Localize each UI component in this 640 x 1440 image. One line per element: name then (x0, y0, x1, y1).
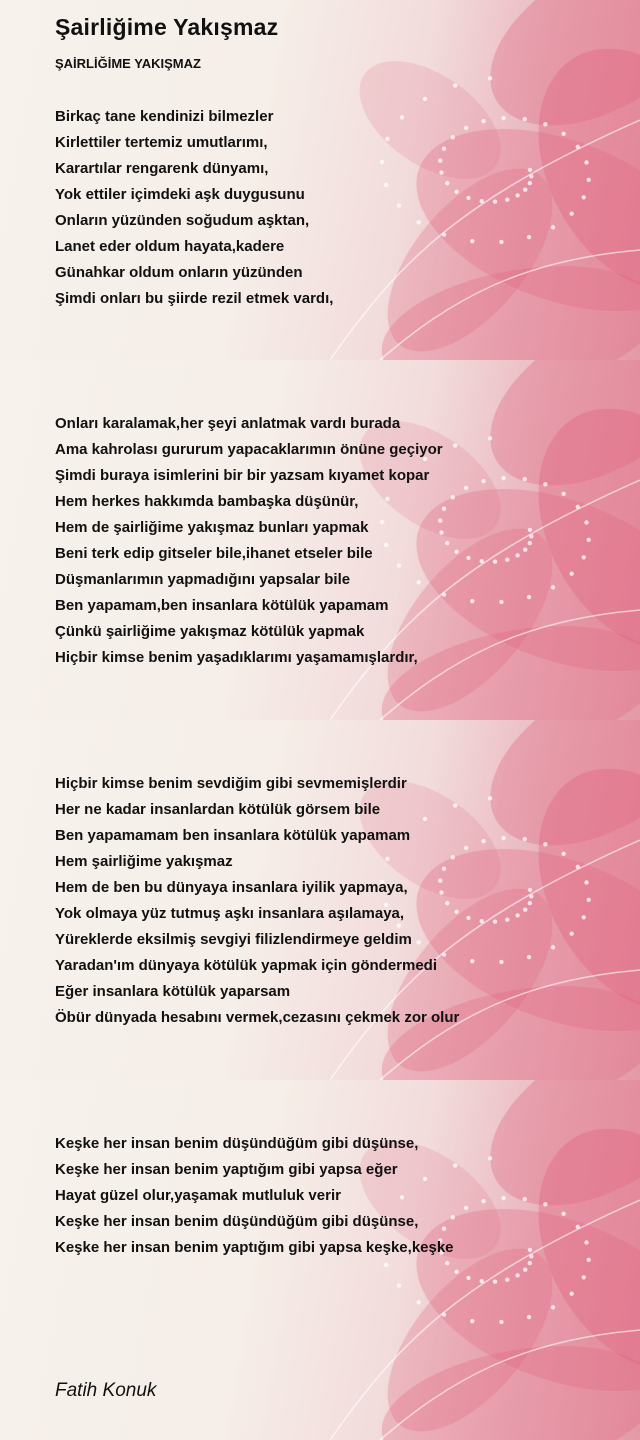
swirl-dot (523, 1197, 527, 1201)
poem-line: Hem de şairliğime yakışmaz bunları yapmak (55, 519, 369, 536)
swirl-dot (481, 479, 485, 483)
swirl-dot (523, 837, 527, 841)
poem-line: Yok olmaya yüz tutmuş aşkı insanlara aşılamaya, (55, 905, 405, 922)
poem-line: Yaradan'ım dünyaya kötülük yapmak için göndermedi (55, 957, 438, 974)
poem-line: Beni terk edip gitseler bile,ihanet etseler bile (55, 545, 373, 562)
poem-line: Hem de ben bu dünyaya insanlara iyilik yapmaya, (55, 879, 408, 896)
swirl-dot (515, 913, 519, 917)
swirl-dot (569, 1291, 573, 1295)
swirl-dot (551, 225, 555, 229)
poem-line: Ben yapamamam ben insanlara kötülük yapamam (55, 827, 411, 844)
stanza-1 (55, 104, 333, 312)
swirl-dot (385, 137, 389, 141)
swirl-dot (523, 548, 527, 552)
poem-line: Kirlettiler tertemiz umutlarımı, (55, 134, 268, 151)
swirl-dot (470, 959, 474, 963)
poem-title: Şairliğime Yakışmaz (55, 14, 279, 40)
swirl-dot (543, 842, 547, 846)
swirl-dot (527, 235, 531, 239)
swirl-dot (523, 117, 527, 121)
poem-subtitle: ŞAİRLİĞİME YAKIŞMAZ (55, 56, 201, 71)
swirl-dot (499, 600, 503, 604)
swirl-dot (584, 1240, 588, 1244)
swirl-dot (569, 571, 573, 575)
poem-line: Öbür dünyada hesabını vermek,cezasını çekmek zor olur (55, 1009, 460, 1026)
swirl-dot (505, 197, 509, 201)
swirl-dot (466, 1276, 470, 1280)
poem-line: Keşke her insan benim yaptığım gibi yapsa keşke,keşke (55, 1239, 454, 1256)
stanza-2 (55, 411, 443, 671)
poem-line: Ama kahrolası gururum yapacaklarımın önüne geçiyor (55, 441, 443, 458)
poem-line: Hem herkes hakkımda bambaşka düşünür, (55, 493, 359, 510)
poem-line: Karartılar rengarenk dünyamı, (55, 160, 269, 177)
swirl-dot (488, 436, 492, 440)
swirl-dot (586, 1258, 590, 1262)
poem-line: Keşke her insan benim düşündüğüm gibi düşünse, (55, 1213, 419, 1230)
swirl-dot (493, 560, 497, 564)
swirl-dot (586, 538, 590, 542)
swirl-dot (451, 135, 455, 139)
swirl-dot (438, 159, 442, 163)
swirl-dot (582, 1275, 586, 1279)
swirl-dot (481, 839, 485, 843)
swirl-dot (384, 1263, 388, 1267)
poem-line: Eğer insanlara kötülük yaparsam (55, 983, 291, 1000)
poem-line: Onları karalamak,her şeyi anlatmak vardı burada (55, 415, 401, 432)
swirl-dot (501, 836, 505, 840)
swirl-dot (528, 541, 532, 545)
swirl-dot (528, 901, 532, 905)
swirl-dot (488, 1156, 492, 1160)
swirl-dot (561, 852, 565, 856)
swirl-dot (445, 541, 449, 545)
swirl-dot (515, 193, 519, 197)
swirl-dot (454, 190, 458, 194)
stanza-4 (55, 1131, 454, 1261)
swirl-dot (488, 76, 492, 80)
swirl-dot (584, 160, 588, 164)
swirl-dot (501, 476, 505, 480)
swirl-dot (527, 955, 531, 959)
swirl-dot (501, 1196, 505, 1200)
poem-line: Şimdi onları bu şiirde rezil etmek vardı, (55, 290, 334, 307)
swirl-dot (523, 908, 527, 912)
swirl-dot (582, 915, 586, 919)
poem-line: Yüreklerde eksilmiş sevgiyi filizlendirmeye geldim (55, 931, 412, 948)
swirl-dot (505, 917, 509, 921)
swirl-dot (464, 1206, 468, 1210)
swirl-dot (523, 1268, 527, 1272)
poem-line: Hayat güzel olur,yaşamak mutluluk verir (55, 1187, 341, 1204)
swirl-dot (527, 595, 531, 599)
swirl-dot (586, 178, 590, 182)
swirl-dot (543, 482, 547, 486)
swirl-dot (551, 1305, 555, 1309)
swirl-dot (423, 97, 427, 101)
swirl-dot (466, 916, 470, 920)
poem-line: Onların yüzünden soğudum aşktan, (55, 212, 310, 229)
swirl-dot (493, 920, 497, 924)
swirl-dot (582, 195, 586, 199)
swirl-dot (464, 486, 468, 490)
swirl-dot (501, 116, 505, 120)
swirl-dot (454, 550, 458, 554)
swirl-dot (445, 1261, 449, 1265)
swirl-dot (505, 557, 509, 561)
swirl-dot (569, 211, 573, 215)
swirl-dot (466, 196, 470, 200)
swirl-dot (397, 1283, 401, 1287)
swirl-dot (551, 945, 555, 949)
swirl-dot (493, 1280, 497, 1284)
swirl-dot (543, 122, 547, 126)
swirl-dot (586, 898, 590, 902)
swirl-dot (561, 1212, 565, 1216)
poem-line: Keşke her insan benim yaptığım gibi yapsa eğer (55, 1161, 398, 1178)
swirl-dot (528, 181, 532, 185)
swirl-dot (470, 599, 474, 603)
swirl-dot (488, 796, 492, 800)
swirl-dot (453, 1163, 457, 1167)
swirl-dot (380, 160, 384, 164)
swirl-dot (528, 1248, 532, 1252)
swirl-dot (454, 1270, 458, 1274)
swirl-dot (528, 168, 532, 172)
swirl-dot (442, 146, 446, 150)
poem-line: Hiçbir kimse benim sevdiğim gibi sevmemişlerdir (55, 775, 407, 792)
swirl-dot (569, 931, 573, 935)
swirl-dot (481, 1199, 485, 1203)
poem-line: Şimdi buraya isimlerini bir bir yazsam kıyamet kopar (55, 467, 430, 484)
swirl-dot (528, 1261, 532, 1265)
swirl-dot (416, 220, 420, 224)
swirl-dot (464, 846, 468, 850)
swirl-dot (499, 960, 503, 964)
swirl-dot (470, 239, 474, 243)
swirl-dot (505, 1277, 509, 1281)
poem-line: Her ne kadar insanlardan kötülük görsem bile (55, 801, 381, 818)
swirl-dot (584, 880, 588, 884)
swirl-dot (582, 555, 586, 559)
poem-line: Lanet eder oldum hayata,kadere (55, 238, 285, 255)
swirl-dot (584, 520, 588, 524)
swirl-dot (515, 553, 519, 557)
swirl-dot (453, 443, 457, 447)
swirl-dot (445, 181, 449, 185)
swirl-dot (397, 203, 401, 207)
poem-author: Fatih Konuk (55, 1380, 157, 1401)
swirl-dot (528, 528, 532, 532)
swirl-dot (439, 170, 443, 174)
swirl-dot (384, 183, 388, 187)
poem-line: Günahkar oldum onların yüzünden (55, 264, 303, 281)
poem-line: Hiçbir kimse benim yaşadıklarımı yaşamamışlardır, (55, 649, 418, 666)
swirl-dot (466, 556, 470, 560)
swirl-dot (453, 83, 457, 87)
poem-line: Çünkü şairliğime yakışmaz kötülük yapmak (55, 623, 365, 640)
poem-line: Düşmanlarımın yapmadığını yapsalar bile (55, 571, 351, 588)
swirl-dot (400, 115, 404, 119)
swirl-dot (416, 1300, 420, 1304)
swirl-dot (493, 200, 497, 204)
swirl-dot (561, 132, 565, 136)
swirl-dot (561, 492, 565, 496)
poem-line: Hem şairliğime yakışmaz (55, 853, 233, 870)
swirl-dot (543, 1202, 547, 1206)
swirl-dot (470, 1319, 474, 1323)
swirl-dot (464, 126, 468, 130)
swirl-dot (499, 240, 503, 244)
swirl-dot (528, 888, 532, 892)
swirl-dot (523, 188, 527, 192)
swirl-dot (523, 477, 527, 481)
swirl-dot (527, 1315, 531, 1319)
swirl-dot (481, 119, 485, 123)
poem-line: Keşke her insan benim düşündüğüm gibi düşünse, (55, 1135, 419, 1152)
swirl-dot (515, 1273, 519, 1277)
stanza-3 (55, 771, 459, 1031)
swirl-dot (451, 495, 455, 499)
poem-line: Yok ettiler içimdeki aşk duygusunu (55, 186, 305, 203)
poem-line: Birkaç tane kendinizi bilmezler (55, 108, 274, 125)
swirl-dot (551, 585, 555, 589)
swirl-dot (499, 1320, 503, 1324)
poem-line: Ben yapamam,ben insanlara kötülük yapamam (55, 597, 389, 614)
